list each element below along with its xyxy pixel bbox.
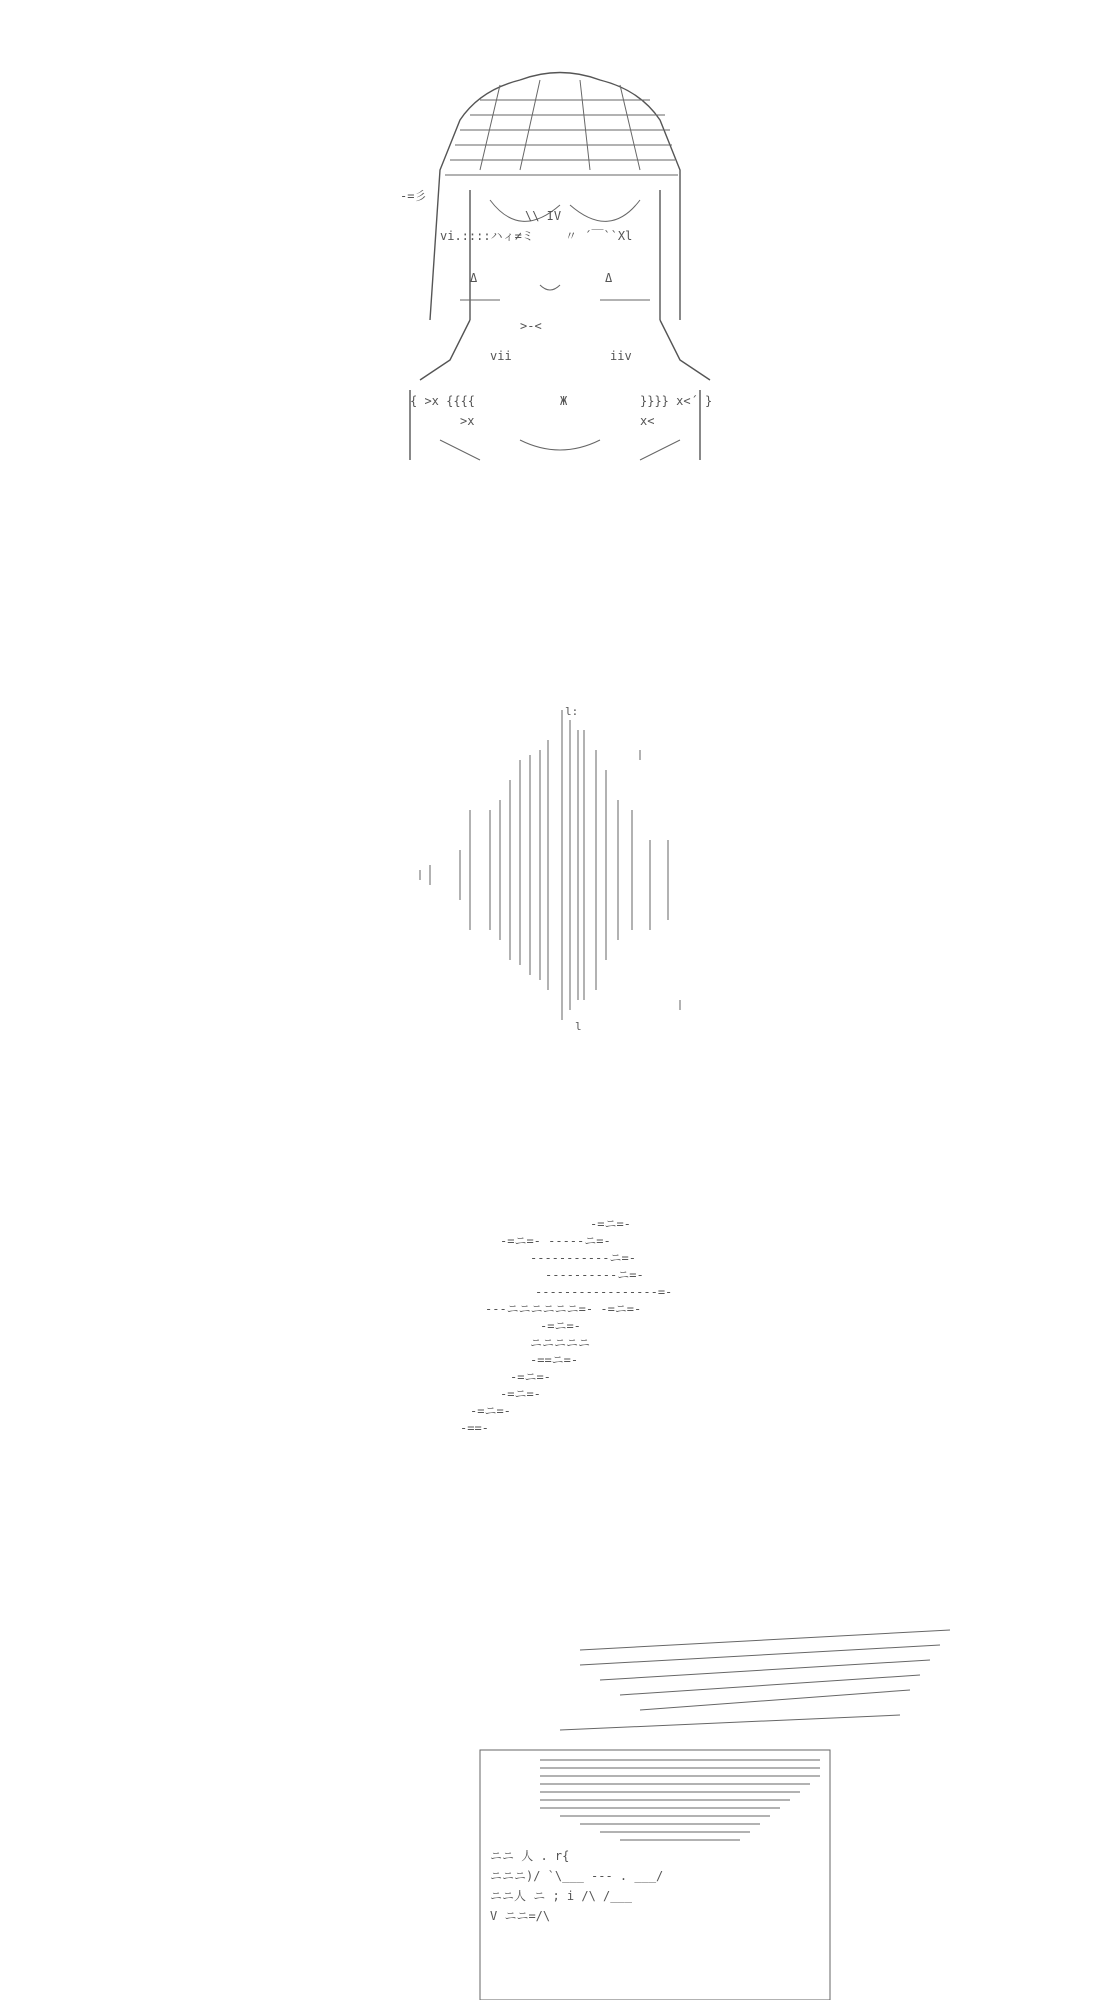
svg-text:-=ニ=-: -=ニ=- bbox=[590, 1217, 631, 1231]
svg-text:ニニ人 ニ ; i /\ /___: ニニ人 ニ ; i /\ /___ bbox=[490, 1889, 632, 1903]
svg-text:ニニ 人 . r{: ニニ 人 . r{ bbox=[490, 1849, 570, 1863]
panel-4 bbox=[0, 1620, 1100, 2000]
svg-text:vi.::::ハィ≠ミ: vi.::::ハィ≠ミ bbox=[440, 229, 534, 243]
panel-1 bbox=[0, 0, 1100, 580]
svg-text:〃 ´￣``Xl: 〃 ´￣``Xl bbox=[565, 229, 633, 243]
svg-text:Ж: Ж bbox=[560, 394, 568, 408]
svg-text:>x: >x bbox=[460, 414, 475, 428]
panel-2 bbox=[0, 690, 1100, 1090]
svg-text:-=ニ=-: -=ニ=- bbox=[540, 1319, 581, 1333]
svg-text:ニニニ)/ `\___ --- . ___/: ニニニ)/ `\___ --- . ___/ bbox=[490, 1869, 664, 1883]
shelf-ascii-art bbox=[0, 700, 1100, 1040]
svg-text:l:: l: bbox=[565, 705, 579, 718]
assassin-ascii-art bbox=[0, 60, 1100, 540]
svg-text:-=彡: -=彡 bbox=[400, 189, 427, 203]
svg-text:{ >x {{{{: { >x {{{{ bbox=[410, 394, 476, 408]
svg-text:>-<: >-< bbox=[520, 319, 542, 333]
panel-3 bbox=[0, 1210, 1100, 1500]
svg-text:Δ: Δ bbox=[470, 271, 478, 285]
svg-text:vii: vii bbox=[490, 349, 512, 363]
svg-text:----------ニ=-: ----------ニ=- bbox=[545, 1268, 644, 1282]
svg-text:-=ニ=-: -=ニ=- bbox=[500, 1387, 541, 1401]
svg-text:ニニニニニ: ニニニニニ bbox=[530, 1336, 591, 1350]
svg-text:x<: x< bbox=[640, 414, 655, 428]
speed-lines-ascii-art bbox=[0, 1210, 1100, 1440]
svg-text:-=ニ=-: -=ニ=- bbox=[470, 1404, 511, 1418]
svg-text:-==-: -==- bbox=[460, 1421, 489, 1435]
svg-text:-----------------=-: -----------------=- bbox=[535, 1285, 673, 1299]
svg-text:-----------ニ=-: -----------ニ=- bbox=[530, 1251, 636, 1265]
svg-text:---ニニニニニニ=- -=ニ=-: ---ニニニニニニ=- -=ニ=- bbox=[485, 1302, 642, 1316]
svg-text:-==ニ=-: -==ニ=- bbox=[530, 1353, 579, 1367]
svg-text:-=ニ=-: -=ニ=- bbox=[510, 1370, 551, 1384]
svg-text:-=ニ=- -----ニ=-: -=ニ=- -----ニ=- bbox=[500, 1234, 611, 1248]
svg-text:iiv: iiv bbox=[610, 349, 632, 363]
svg-text:\\ IV: \\ IV bbox=[525, 209, 562, 223]
svg-text:Δ: Δ bbox=[605, 271, 613, 285]
attack-ascii-art bbox=[0, 1620, 1100, 2000]
svg-text:}}}} x<´ }: }}}} x<´ } bbox=[640, 394, 713, 408]
svg-text:l: l bbox=[575, 1020, 582, 1033]
svg-text:V ニニ=/\: V ニニ=/\ bbox=[490, 1909, 551, 1923]
